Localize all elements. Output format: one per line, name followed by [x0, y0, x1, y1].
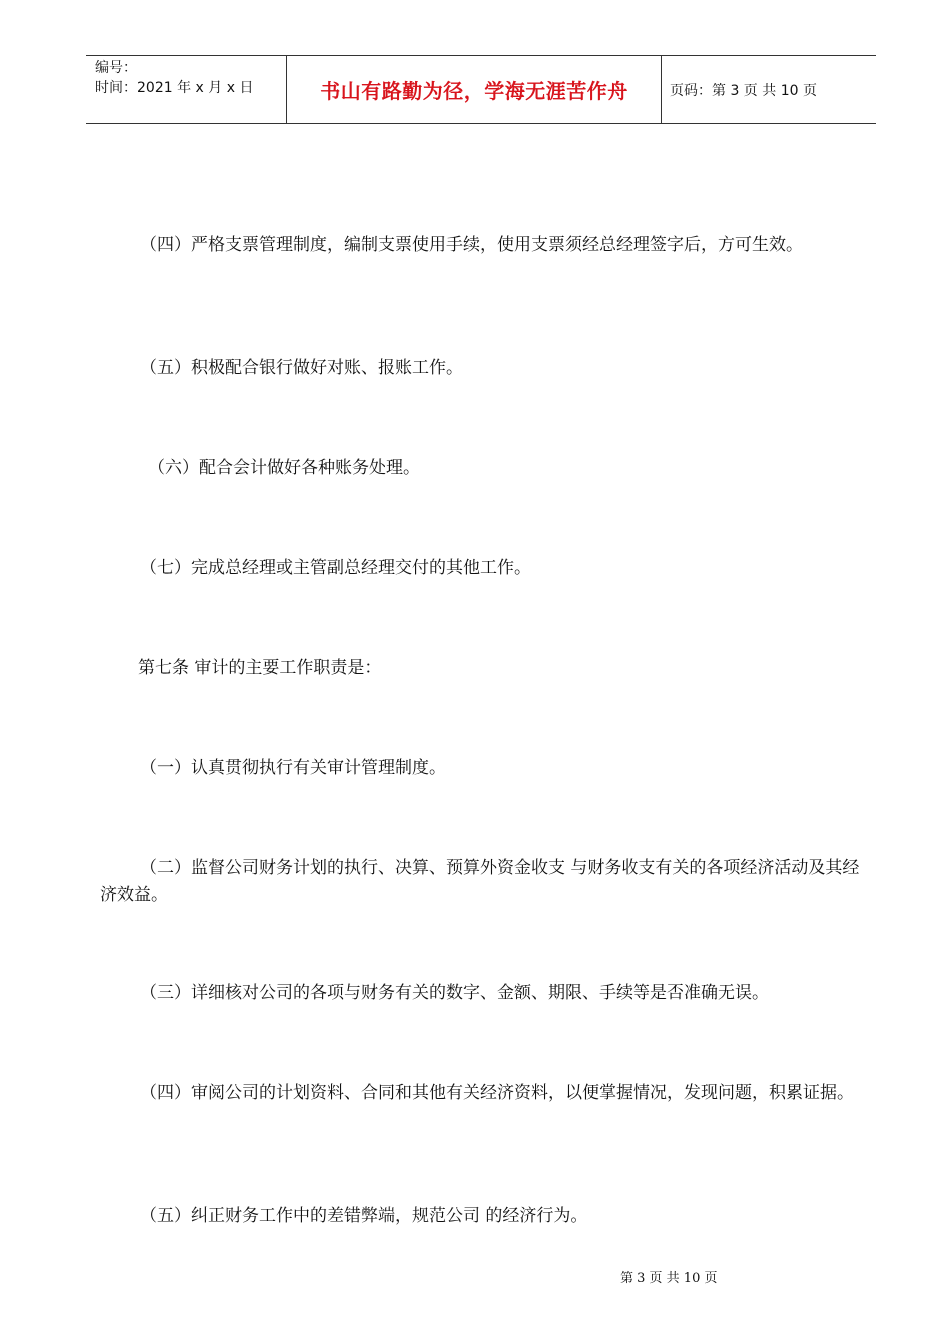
page-footer-number: 第 3 页 共 10 页 [620, 1271, 718, 1286]
header-motto: 书山有路勤为径，学海无涯苦作舟 [286, 56, 662, 123]
document-time-label: 时间：2021 年 x 月 x 日 [95, 80, 254, 96]
paragraph-audit-system: （一）认真贯彻执行有关审计管理制度。 [140, 758, 446, 778]
document-number-label: 编号： [95, 60, 137, 76]
paragraph-bank-reconciliation: （五）积极配合银行做好对账、报账工作。 [140, 358, 463, 378]
paragraph-verify-figures: （三）详细核对公司的各项与财务有关的数字、金额、期限、手续等是否准确无误。 [140, 983, 769, 1003]
header-left [95, 58, 287, 98]
paragraph-cheque-management: （四）严格支票管理制度，编制支票使用手续，使用支票须经总经理签字后，方可生效。 [140, 235, 803, 255]
paragraph-correct-errors: （五）纠正财务工作中的差错弊端，规范公司 的经济行为。 [140, 1206, 588, 1226]
header-page-label: 页码：第 3 页 共 10 页 [670, 82, 817, 99]
paragraph-other-duties: （七）完成总经理或主管副总经理交付的其他工作。 [140, 558, 531, 578]
article-seven-heading: 第七条 审计的主要工作职责是： [138, 658, 382, 678]
page-header [86, 55, 876, 124]
paragraph-supervise-finance: （二）监督公司财务计划的执行、决算、预算外资金收支 与财务收支有关的各项经济活动及其经济效益。 [100, 858, 860, 905]
paragraph-account-processing: （六）配合会计做好各种账务处理。 [148, 458, 420, 478]
paragraph-review-documents: （四）审阅公司的计划资料、合同和其他有关经济资料，以便掌握情况，发现问题，积累证据。 [140, 1083, 854, 1103]
